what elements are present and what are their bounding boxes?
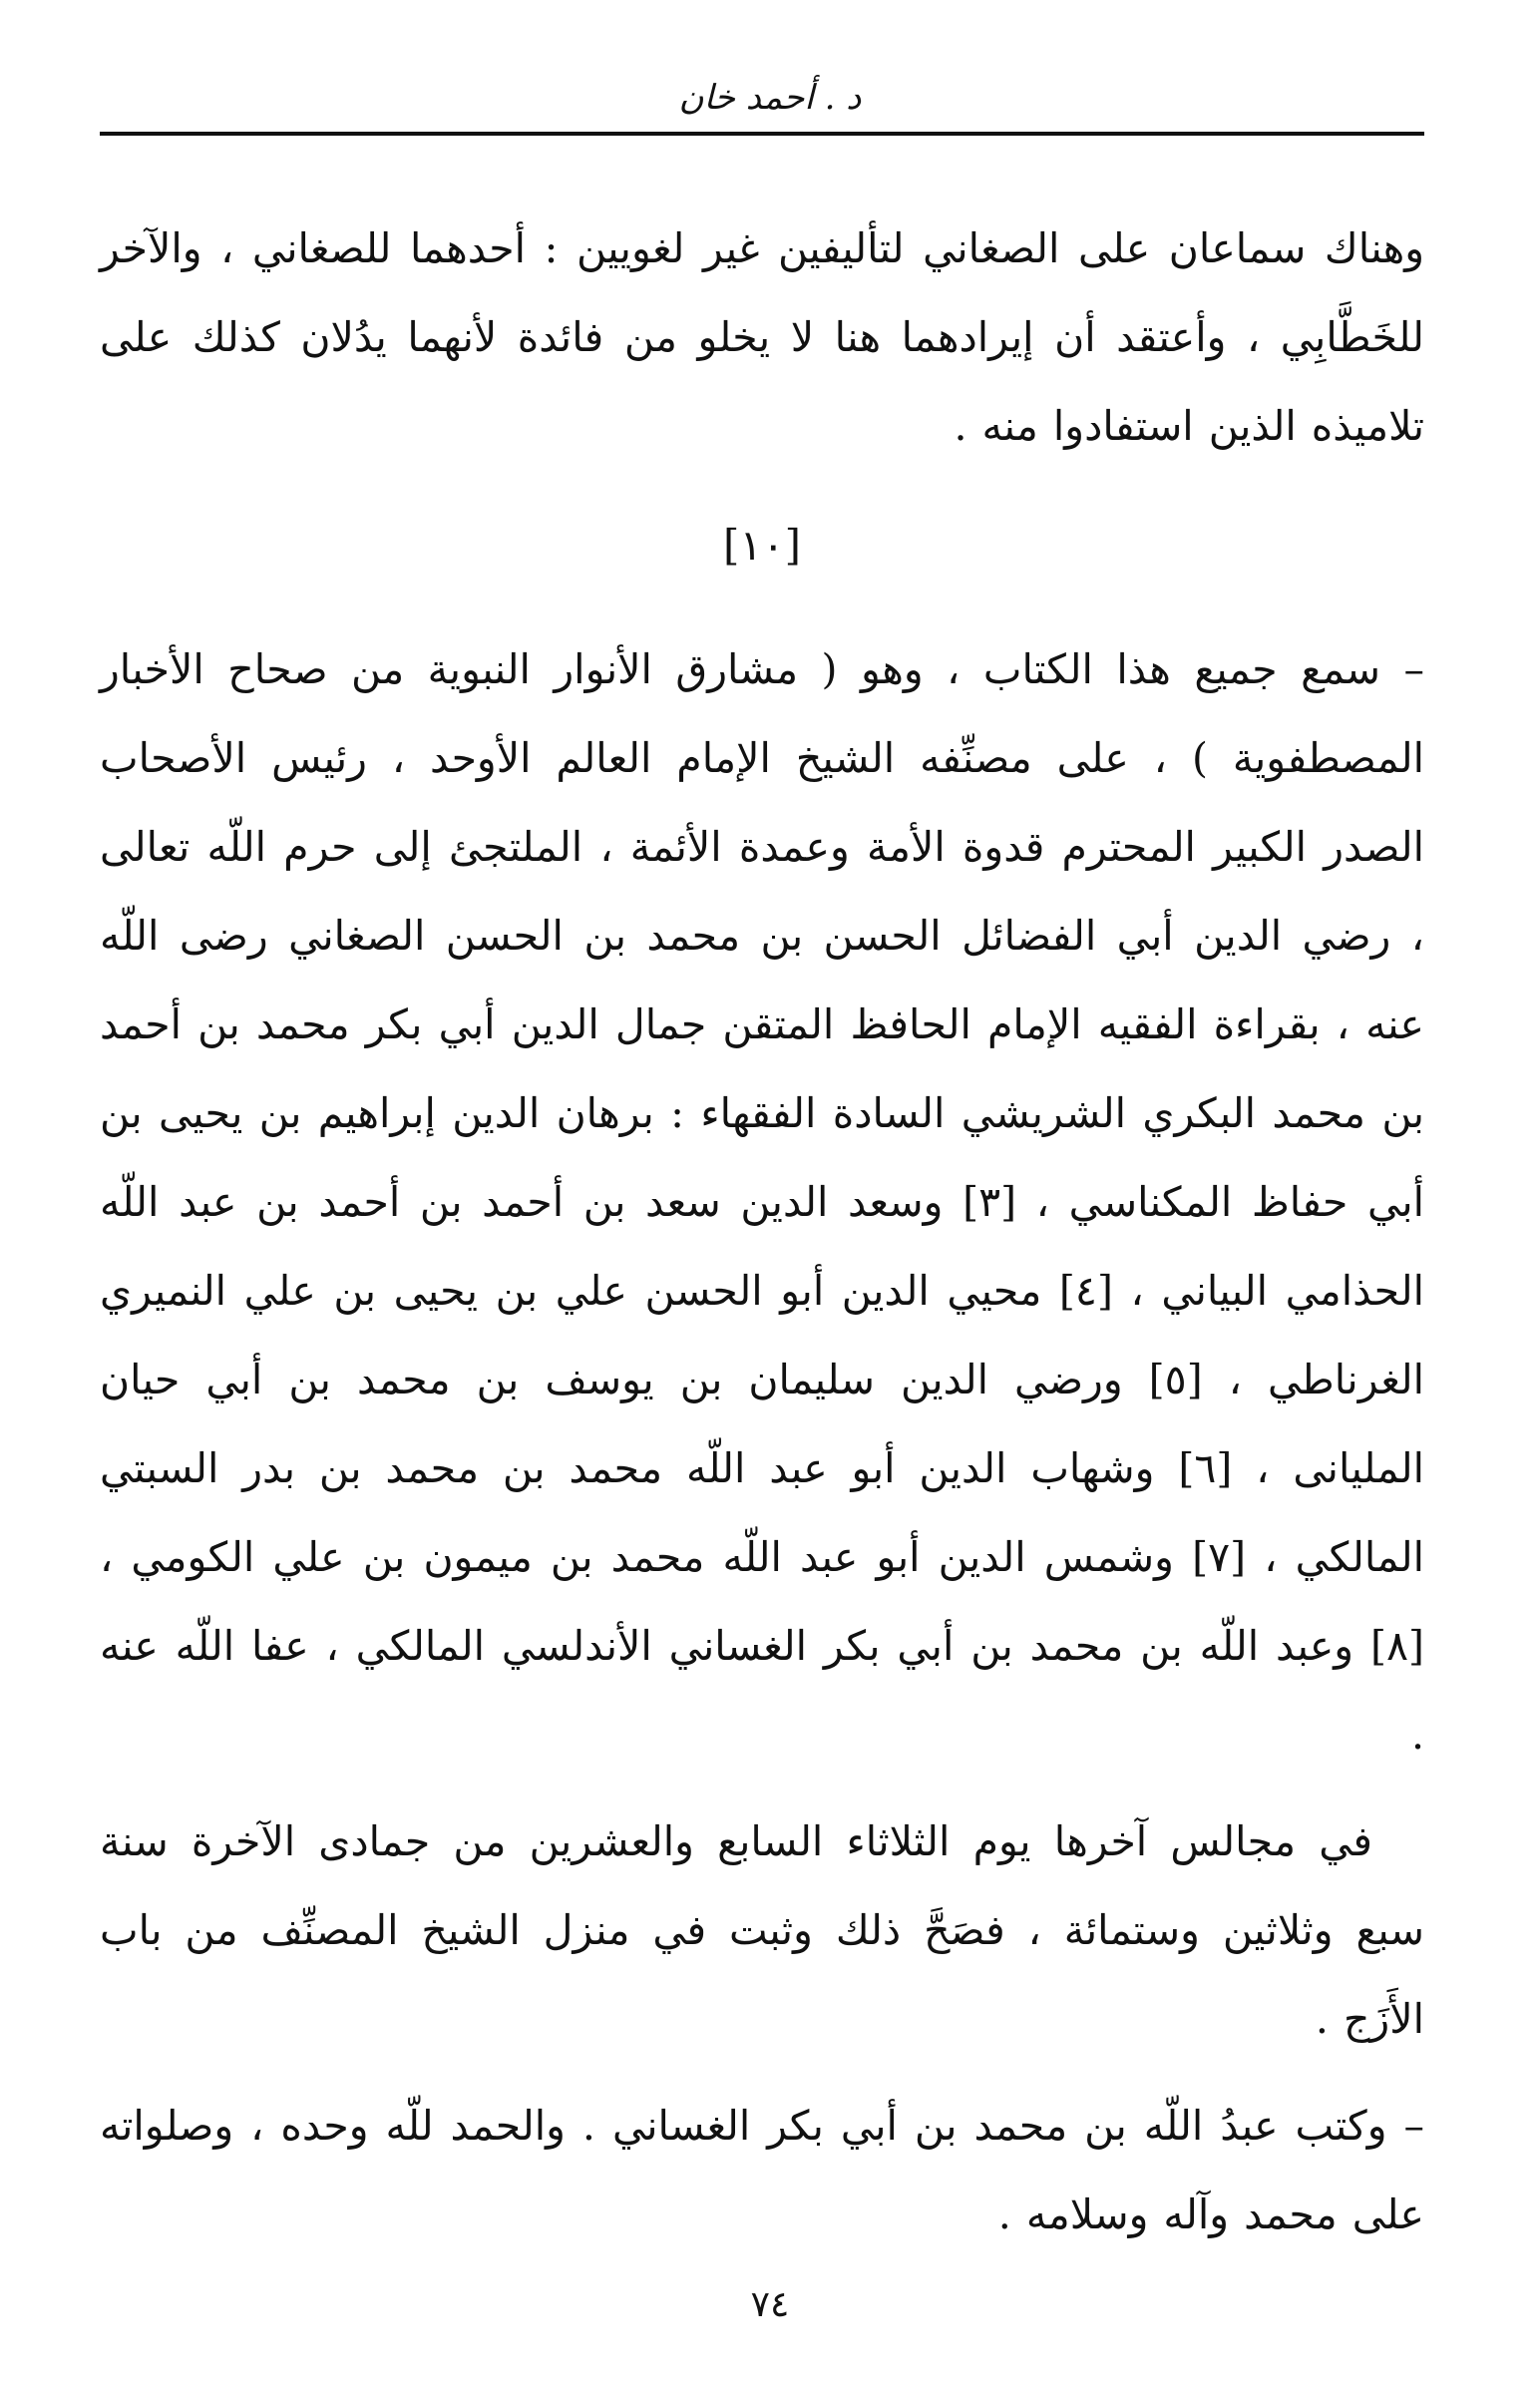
section-number: [١٠]	[723, 521, 801, 570]
page-number: ٧٤	[750, 2284, 790, 2325]
running-header: د . أحمد خان	[678, 78, 862, 118]
body-text	[100, 204, 1424, 2259]
intro-paragraph: وهناك سماعان على الصغاني لتأليفين غير لغويين : أحدهما للصغاني ، والآخر للخَطَّابِي ، وأعتقد أن إيرادهما هنا لا يخلو من فائدة لأنهما يدُلان كذلك على تلاميذه الذين استفادوا منه .	[100, 224, 1424, 450]
closing-paragraph: – وكتب عبدُ اللّه بن محمد بن أبي بكر الغساني . والحمد للّه وحده ، وصلواته على محمد وآله وسلامه .	[100, 2102, 1424, 2238]
header-divider	[100, 132, 1424, 136]
sessions-paragraph: في مجالس آخرها يوم الثلاثاء السابع والعشرين من جمادى الآخرة سنة سبع وثلاثين وستمائة ، فصَحَّ ذلك وثبت في منزل الشيخ المصنِّف من باب الأَزَج .	[100, 1817, 1424, 2043]
audition-record-paragraph: – سمع جميع هذا الكتاب ، وهو ( مشارق الأنوار النبوية من صحاح الأخبار المصطفوية ) ، على مصنِّفه الشيخ الإمام العالم الأوحد ، رئيس الأصحاب الصدر الكبير المحترم قدوة الأمة وعمدة الأئمة ، الملتجئ إلى حرم اللّه تعالى ، رضي الدين أبي الفضائل الحسن بن محمد بن الحسن الصغاني رضى اللّه عنه ، بقراءة الفقيه الإمام الحافظ المتقن جمال الدين أبي بكر محمد بن أحمد بن محمد البكري الشريشي السادة الفقهاء : برهان الدين إبراهيم بن يحيى بن أبي حفاظ المكناسي ، [٣] وسعد الدين سعد بن أحمد بن أحمد بن عبد اللّه الحذامي البياني ، [٤] محيي الدين أبو الحسن علي بن يحيى بن علي النميري الغرناطي ، [٥] ورضي الدين سليمان بن يوسف بن محمد بن أبي حيان المليانى ، [٦] وشهاب الدين أبو عبد اللّه محمد بن محمد بن بدر السبتي المالكي ، [٧] وشمس الدين أبو عبد اللّه محمد بن ميمون بن علي الكومي ، [٨] وعبد اللّه بن محمد بن أبي بكر الغساني الأندلسي المالكي ، عفا اللّه عنه .	[100, 645, 1424, 1759]
